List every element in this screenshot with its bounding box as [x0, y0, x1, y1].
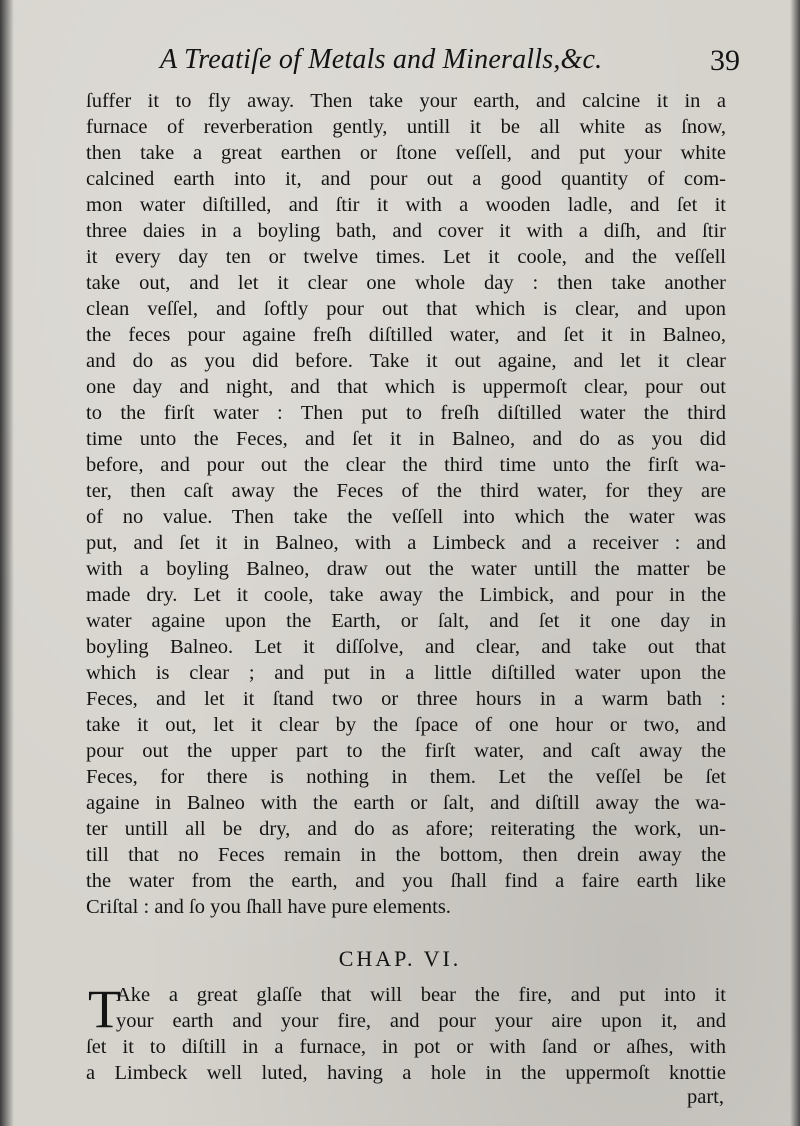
- text-line: pour out the upper part to the firſt water, and caſt away the: [86, 740, 726, 762]
- text-line: boyling Balneo. Let it diſſolve, and clear, and take out that: [86, 636, 726, 658]
- text-line: then take a great earthen or ſtone veſſell, and put your white: [86, 142, 726, 164]
- text-line: clean veſſel, and ſoftly pour out that which is clear, and upon: [86, 298, 726, 320]
- drop-cap: T: [88, 979, 121, 1039]
- text-line: time unto the Feces, and ſet it in Balneo, and do as you did: [86, 428, 726, 450]
- text-line: your earth and your fire, and pour your aire upon it, and: [116, 1010, 726, 1032]
- chapter-text: [86, 979, 726, 1086]
- text-line: one day and night, and that which is uppermoſt clear, pour out: [86, 376, 726, 398]
- text-line: a Limbeck well luted, having a hole in the uppermoſt knottie: [86, 1062, 726, 1084]
- body-text: [86, 88, 726, 920]
- text-line: three daies in a boyling bath, and cover it with a diſh, and ſtir: [86, 220, 726, 242]
- text-line: mon water diſtilled, and ſtir it with a wooden ladle, and ſet it: [86, 194, 726, 216]
- text-line: till that no Feces remain in the bottom, then drein away the: [86, 844, 726, 866]
- text-line: ter, then caſt away the Feces of the third water, for they are: [86, 480, 726, 502]
- text-line: before, and pour out the clear the third time unto the firſt wa-: [86, 454, 726, 476]
- text-line: Criſtal : and ſo you ſhall have pure elements.: [86, 896, 451, 918]
- text-line: put, and ſet it in Balneo, with a Limbeck and a receiver : and: [86, 532, 726, 554]
- text-line: to the firſt water : Then put to freſh diſtilled water the third: [86, 402, 726, 424]
- page-header: [150, 44, 740, 84]
- text-line: made dry. Let it coole, take away the Limbick, and pour in the: [86, 584, 726, 606]
- chapter-heading: CHAP. VI.: [338, 946, 462, 971]
- text-line: which is clear ; and put in a little diſtilled water upon the: [86, 662, 726, 684]
- text-line: the feces pour againe freſh diſtilled water, and ſet it in Balneo,: [86, 324, 726, 346]
- text-line: againe in Balneo with the earth or ſalt, and diſtill away the wa-: [86, 792, 726, 814]
- text-line: Feces, and let it ſtand two or three hours in a warm bath :: [86, 688, 726, 710]
- text-line: and do as you did before. Take it out againe, and let it clear: [86, 350, 726, 372]
- page-number: 39: [710, 44, 740, 77]
- text-line: furnace of reverberation gently, untill it be all white as ſnow,: [86, 116, 726, 138]
- text-line: calcined earth into it, and pour out a good quantity of com-: [86, 168, 726, 190]
- text-line: take out, and let it clear one whole day : then take another: [86, 272, 726, 294]
- text-line: it every day ten or twelve times. Let it coole, and the veſſell: [86, 246, 726, 268]
- text-line: take it out, let it clear by the ſpace of one hour or two, and: [86, 714, 726, 736]
- text-line: ter untill all be dry, and do as afore; reiterating the work, un-: [86, 818, 726, 840]
- text-line: the water from the earth, and you ſhall find a faire earth like: [86, 870, 726, 892]
- catchword: part,: [687, 1086, 724, 1108]
- running-title: A Treatiſe of Metals and Mineralls,&c.: [160, 44, 603, 75]
- text-line: Feces, for there is nothing in them. Let the veſſel be ſet: [86, 766, 726, 788]
- text-line: ſet it to diſtill in a furnace, in pot or with ſand or aſhes, with: [86, 1036, 726, 1058]
- text-line: Ake a great glaſſe that will bear the fire, and put into it: [116, 984, 726, 1006]
- text-line: ſuffer it to fly away. Then take your earth, and calcine it in a: [86, 90, 726, 112]
- text-line: of no value. Then take the veſſell into which the water was: [86, 506, 726, 528]
- text-line: water againe upon the Earth, or ſalt, and ſet it one day in: [86, 610, 726, 632]
- text-line: with a boyling Balneo, draw out the water untill the matter be: [86, 558, 726, 580]
